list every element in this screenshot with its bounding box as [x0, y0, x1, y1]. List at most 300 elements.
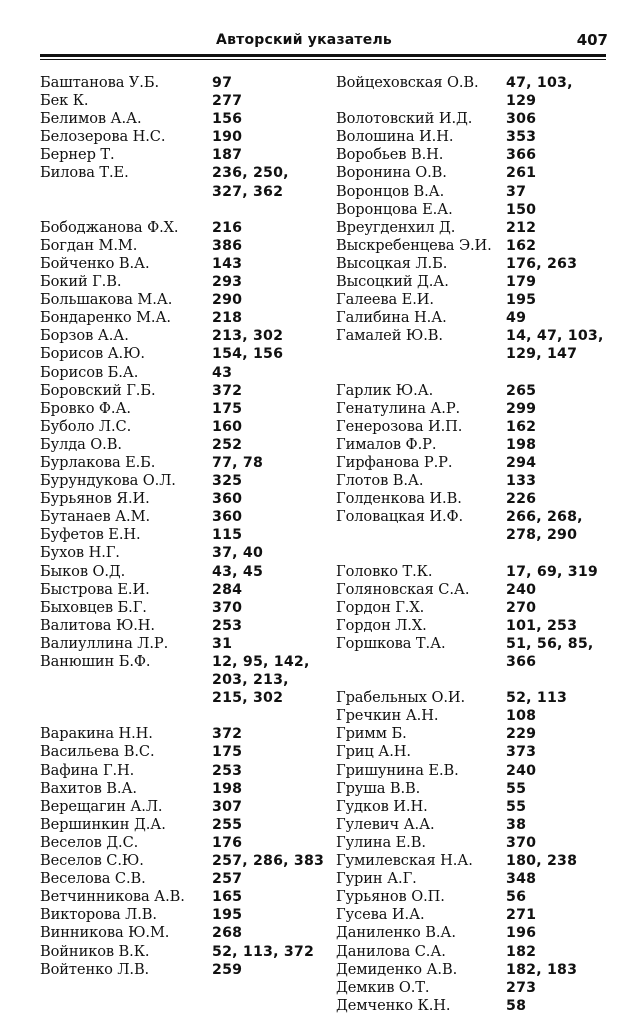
author-name: Демиденко А.В.	[336, 960, 458, 978]
index-column-right	[336, 74, 608, 1015]
page-references	[506, 961, 608, 979]
index-entry	[40, 74, 330, 92]
page-reference-line: 190	[212, 129, 243, 146]
index-entry	[336, 599, 608, 617]
page-reference-line: 156	[212, 111, 243, 128]
index-entry	[40, 961, 330, 979]
author-name: Генатулина А.Р.	[336, 399, 461, 417]
entry-spacer	[336, 544, 608, 562]
index-entry	[40, 146, 330, 164]
author-name: Бободжанова Ф.Х.	[40, 218, 179, 236]
page-reference-line: 179	[506, 274, 537, 291]
index-entry	[40, 780, 330, 798]
page-reference-line: 108	[506, 708, 537, 725]
page-references	[212, 834, 330, 852]
page-reference-line: 14, 47, 103,	[506, 328, 604, 345]
page-reference-line: 360	[212, 509, 243, 526]
page-references	[506, 400, 608, 418]
page-references	[506, 707, 608, 725]
page-references	[212, 870, 330, 888]
author-name: Гималов Ф.Р.	[336, 435, 437, 453]
author-name: Бровко Ф.А.	[40, 399, 131, 417]
page-references	[506, 146, 608, 164]
entry-spacer	[40, 707, 330, 725]
author-name: Бокий Г.В.	[40, 273, 122, 291]
index-entry	[336, 164, 608, 182]
page-reference-line: 162	[506, 418, 537, 435]
page-reference-line: 253	[212, 617, 243, 634]
author-name: Богдан М.М.	[40, 236, 138, 254]
page-reference-line: 198	[212, 780, 243, 797]
index-entry	[336, 743, 608, 761]
author-name: Веселов Д.С.	[40, 833, 139, 851]
page-reference-line: 290	[212, 292, 243, 309]
page-reference-line: 373	[506, 744, 537, 761]
author-name: Головацкая И.Ф.	[336, 508, 464, 526]
author-name: Быховцев Б.Г.	[40, 598, 147, 616]
author-name: Васильева В.С.	[40, 743, 155, 761]
author-name: Воронина О.В.	[336, 164, 447, 182]
author-name: Билова Т.Е.	[40, 164, 129, 182]
author-name: Волошина И.Н.	[336, 128, 454, 146]
page-references	[506, 581, 608, 599]
index-entry	[40, 544, 330, 562]
index-entry	[40, 526, 330, 544]
page-reference-line: 187	[212, 147, 243, 164]
page-references	[212, 418, 330, 436]
page-references	[506, 183, 608, 201]
index-entry	[336, 472, 608, 490]
page-reference-line: 49	[506, 310, 527, 327]
author-name: Войников В.К.	[40, 942, 150, 960]
author-name: Борзов А.А.	[40, 327, 129, 345]
page-references	[506, 110, 608, 128]
index-entry	[40, 436, 330, 454]
index-entry	[336, 707, 608, 725]
page-references	[212, 255, 330, 273]
author-name: Булда О.В.	[40, 435, 122, 453]
author-name: Гордон Л.Х.	[336, 616, 427, 634]
index-entry	[40, 906, 330, 924]
page-references	[212, 798, 330, 816]
page-references	[506, 128, 608, 146]
page-reference-line: 372	[212, 726, 243, 743]
page-reference-line: 47, 103, 129	[506, 75, 573, 110]
page-reference-line: 293	[212, 274, 243, 291]
author-name: Гулевич А.А.	[336, 815, 435, 833]
author-name: Гречкин А.Н.	[336, 707, 439, 725]
author-name: Голденкова И.В.	[336, 490, 462, 508]
page-reference-line: 196	[506, 925, 537, 942]
page-references	[212, 472, 330, 490]
index-entry	[336, 436, 608, 454]
page-references	[506, 834, 608, 852]
author-name: Буболо Л.С.	[40, 417, 132, 435]
index-entry	[40, 237, 330, 255]
author-name: Гумилевская Н.А.	[336, 852, 473, 870]
author-name: Гурьянов О.П.	[336, 888, 445, 906]
page-reference-line: 182, 183	[506, 961, 578, 978]
index-entry	[40, 798, 330, 816]
index-entry	[336, 273, 608, 291]
index-entry	[40, 762, 330, 780]
header-rule-thick	[40, 54, 606, 57]
author-name: Борисов А.Ю.	[40, 345, 145, 363]
author-name: Быков О.Д.	[40, 562, 126, 580]
page-reference-line: 203, 213,	[212, 672, 289, 689]
running-header	[40, 30, 608, 54]
page-references	[506, 563, 608, 581]
author-name: Варакина Н.Н.	[40, 725, 153, 743]
page-reference-line: 52, 113	[506, 690, 568, 707]
author-name: Бек К.	[40, 92, 89, 110]
index-entry	[336, 309, 608, 327]
page-reference-line: 129, 147	[506, 346, 578, 363]
page-references	[212, 943, 330, 961]
author-name: Валиуллина Л.Р.	[40, 634, 169, 652]
index-entry	[336, 563, 608, 581]
index-entry	[336, 762, 608, 780]
index-entry	[40, 490, 330, 508]
page-references	[212, 653, 330, 707]
index-entry	[40, 164, 330, 200]
page-reference-line: 12, 95, 142,	[212, 654, 310, 670]
index-entry	[336, 979, 608, 997]
page-reference-line: 307	[212, 798, 243, 815]
page-reference-line: 353	[506, 129, 537, 146]
page-reference-line: 38	[506, 816, 527, 833]
author-name: Гудков И.Н.	[336, 797, 428, 815]
index-entry	[336, 237, 608, 255]
page-reference-line: 56	[506, 889, 527, 906]
page-reference-line: 259	[212, 961, 243, 978]
page-reference-line: 176	[212, 834, 243, 851]
index-entry	[40, 454, 330, 472]
page-reference-line: 386	[212, 237, 243, 254]
author-name: Генерозова И.П.	[336, 417, 463, 435]
page-references	[506, 617, 608, 635]
page-references	[506, 219, 608, 237]
author-name: Войтенко Л.В.	[40, 960, 150, 978]
author-name: Воронцова Е.А.	[336, 200, 453, 218]
author-name: Воробьев В.Н.	[336, 146, 444, 164]
page-references	[506, 852, 608, 870]
index-entry	[40, 581, 330, 599]
page-references	[506, 635, 608, 671]
page-references	[506, 798, 608, 816]
author-name: Демченко К.Н.	[336, 996, 451, 1014]
page-references	[212, 725, 330, 743]
page-reference-line: 372	[212, 382, 243, 399]
page-reference-line: 51, 56, 85,	[506, 635, 594, 652]
author-name: Борисов Б.А.	[40, 363, 139, 381]
index-entry	[336, 997, 608, 1015]
index-column-left	[40, 74, 330, 979]
author-name: Гурин А.Г.	[336, 870, 417, 888]
index-entry	[336, 183, 608, 201]
page-references	[506, 743, 608, 761]
author-name: Бернер Т.	[40, 146, 115, 164]
page-references	[212, 852, 330, 870]
page-title: Авторский указатель	[216, 32, 392, 48]
page-references	[212, 544, 330, 562]
author-name: Боровский Г.Б.	[40, 381, 156, 399]
page-reference-line: 370	[506, 834, 537, 851]
author-name: Груша В.В.	[336, 779, 421, 797]
page-references	[506, 201, 608, 219]
page-reference-line: 360	[212, 491, 243, 508]
index-entry	[336, 291, 608, 309]
author-name: Бурьянов Я.И.	[40, 490, 150, 508]
index-entry	[40, 110, 330, 128]
page-reference-line: 195	[212, 907, 243, 924]
author-name: Галеева Е.И.	[336, 291, 434, 309]
page-reference-line: 97	[212, 75, 233, 91]
page-references	[212, 906, 330, 924]
page-reference-line: 270	[506, 599, 537, 616]
index-entry	[336, 508, 608, 544]
page-references	[506, 599, 608, 617]
page-references	[506, 490, 608, 508]
author-name: Глотов В.А.	[336, 472, 424, 490]
index-entry	[40, 816, 330, 834]
author-name: Ветчинникова А.В.	[40, 888, 185, 906]
page-references	[506, 870, 608, 888]
index-entry	[336, 454, 608, 472]
page-references	[506, 436, 608, 454]
page-references	[212, 74, 330, 92]
page-reference-line: 299	[506, 400, 537, 417]
author-name: Гамалей Ю.В.	[336, 327, 443, 345]
page-reference-line: 277	[212, 93, 243, 110]
index-entry	[40, 924, 330, 942]
page-reference-line: 154, 156	[212, 346, 284, 363]
index-entry	[40, 943, 330, 961]
page-references	[506, 888, 608, 906]
page-reference-line: 195	[506, 292, 537, 309]
author-name: Гордон Г.Х.	[336, 598, 425, 616]
page-references	[506, 327, 608, 363]
index-entry	[336, 888, 608, 906]
index-entry	[40, 400, 330, 418]
page-reference-line: 101, 253	[506, 617, 578, 634]
page-references	[506, 762, 608, 780]
index-entry	[40, 508, 330, 526]
page-references	[212, 110, 330, 128]
author-name: Валитова Ю.Н.	[40, 616, 155, 634]
page-references	[212, 635, 330, 653]
page-references	[212, 743, 330, 761]
page-references	[506, 725, 608, 743]
page-references	[212, 400, 330, 418]
entry-spacer	[336, 364, 608, 382]
page-reference-line: 278, 290	[506, 527, 578, 544]
index-entry	[40, 327, 330, 345]
page-references	[212, 364, 330, 382]
page-reference-line: 294	[506, 454, 537, 471]
page-references	[212, 146, 330, 164]
page-reference-line: 325	[212, 473, 243, 490]
author-name: Бурундукова О.Л.	[40, 472, 176, 490]
index-entry	[40, 309, 330, 327]
page-reference-line: 17, 69, 319	[506, 563, 598, 580]
page-reference-line: 175	[212, 744, 243, 761]
page-references	[212, 454, 330, 472]
page-references	[212, 816, 330, 834]
index-entry	[40, 92, 330, 110]
author-name: Гримм Б.	[336, 725, 407, 743]
index-entry	[336, 870, 608, 888]
page-references	[212, 526, 330, 544]
page-reference-line: 271	[506, 907, 537, 924]
author-name: Бойченко В.А.	[40, 254, 150, 272]
author-name: Выскребенцева Э.И.	[336, 236, 492, 254]
page-reference-line: 58	[506, 997, 527, 1014]
page-references	[506, 997, 608, 1015]
author-name: Гусева И.А.	[336, 906, 425, 924]
index-entry	[336, 327, 608, 363]
header-rule-thin	[40, 59, 606, 60]
page-reference-line: 143	[212, 255, 243, 272]
page-reference-line: 370	[212, 599, 243, 616]
index-entry	[40, 128, 330, 146]
page-reference-line: 133	[506, 473, 537, 490]
entry-spacer	[40, 201, 330, 219]
author-name: Бухов Н.Г.	[40, 544, 120, 562]
page-references	[506, 943, 608, 961]
author-name: Вершинкин Д.А.	[40, 815, 166, 833]
author-name: Белозерова Н.С.	[40, 128, 166, 146]
page-references	[212, 219, 330, 237]
page-reference-line: 216	[212, 219, 243, 236]
page-reference-line: 327, 362	[212, 183, 284, 200]
index-entry	[40, 291, 330, 309]
index-entry	[336, 780, 608, 798]
index-entry	[336, 689, 608, 707]
index-entry	[336, 400, 608, 418]
page-reference-line: 213, 302	[212, 328, 284, 345]
page-reference-line: 165	[212, 889, 243, 906]
page-references	[212, 436, 330, 454]
page-reference-line: 182	[506, 943, 537, 960]
index-entry	[336, 146, 608, 164]
page-references	[212, 581, 330, 599]
author-name: Головко Т.К.	[336, 562, 433, 580]
author-name: Веселова С.В.	[40, 870, 146, 888]
author-name: Викторова Л.В.	[40, 906, 157, 924]
index-entry	[40, 834, 330, 852]
page-reference-line: 240	[506, 762, 537, 779]
author-name: Большакова М.А.	[40, 291, 173, 309]
page-references	[506, 309, 608, 327]
page-reference-line: 261	[506, 165, 537, 182]
author-name: Веселов С.Ю.	[40, 852, 144, 870]
index-entry	[40, 852, 330, 870]
page-references	[212, 888, 330, 906]
author-name: Высоцкая Л.Б.	[336, 254, 448, 272]
page-references	[212, 762, 330, 780]
index-entry	[336, 906, 608, 924]
author-name: Грабельных О.И.	[336, 689, 466, 707]
author-name: Демкив О.Т.	[336, 978, 430, 996]
index-entry	[40, 743, 330, 761]
index-entry	[336, 852, 608, 870]
page-references	[212, 128, 330, 146]
page-references	[506, 454, 608, 472]
page-reference-line: 236, 250,	[212, 165, 289, 182]
page-references	[506, 816, 608, 834]
author-name: Бондаренко М.А.	[40, 309, 171, 327]
page-reference-line: 162	[506, 237, 537, 254]
author-name: Буфетов Е.Н.	[40, 526, 141, 544]
page-references	[212, 291, 330, 309]
page-references	[212, 508, 330, 526]
index-entry	[40, 418, 330, 436]
page-references	[506, 291, 608, 309]
author-name: Данилова С.А.	[336, 942, 446, 960]
page-reference-line: 284	[212, 581, 243, 598]
author-name: Гриц А.Н.	[336, 743, 411, 761]
page-reference-line: 253	[212, 762, 243, 779]
index-entry	[336, 382, 608, 400]
page-references	[212, 309, 330, 327]
page-references	[506, 255, 608, 273]
index-entry	[40, 382, 330, 400]
author-name: Быстрова Е.И.	[40, 580, 150, 598]
page-reference-line: 175	[212, 400, 243, 417]
page-reference-line: 55	[506, 798, 527, 815]
page-references	[506, 924, 608, 942]
author-name: Галибина Н.А.	[336, 309, 447, 327]
page-reference-line: 215, 302	[212, 690, 284, 707]
page-references	[506, 74, 608, 110]
page-reference-line: 160	[212, 418, 243, 435]
page-references	[212, 617, 330, 635]
index-entry	[40, 273, 330, 291]
page-references	[506, 508, 608, 544]
index-entry	[40, 364, 330, 382]
index-entry	[336, 490, 608, 508]
page-reference-line: 257	[212, 871, 243, 888]
author-name: Вреугденхил Д.	[336, 218, 456, 236]
page-reference-line: 37	[506, 183, 527, 200]
index-entry	[336, 201, 608, 219]
page-reference-line: 52, 113, 372	[212, 943, 315, 960]
page-reference-line: 37, 40	[212, 545, 264, 562]
page-references	[212, 237, 330, 255]
page-reference-line: 252	[212, 436, 243, 453]
page-references	[212, 92, 330, 110]
page-reference-line: 240	[506, 581, 537, 598]
page-reference-line: 150	[506, 201, 537, 218]
author-name: Даниленко В.А.	[336, 924, 456, 942]
index-entry	[40, 255, 330, 273]
index-entry	[40, 563, 330, 581]
author-name: Волотовский И.Д.	[336, 110, 473, 128]
page-references	[212, 382, 330, 400]
page-references	[212, 924, 330, 942]
index-entry	[40, 219, 330, 237]
author-name: Воронцов В.А.	[336, 182, 445, 200]
index-entry	[336, 74, 608, 110]
page-references	[506, 979, 608, 997]
page-reference-line: 176, 263	[506, 255, 578, 272]
index-entry	[40, 653, 330, 707]
page-references	[506, 382, 608, 400]
author-name: Вахитов В.А.	[40, 779, 137, 797]
index-entry	[336, 635, 608, 671]
page-references	[506, 237, 608, 255]
